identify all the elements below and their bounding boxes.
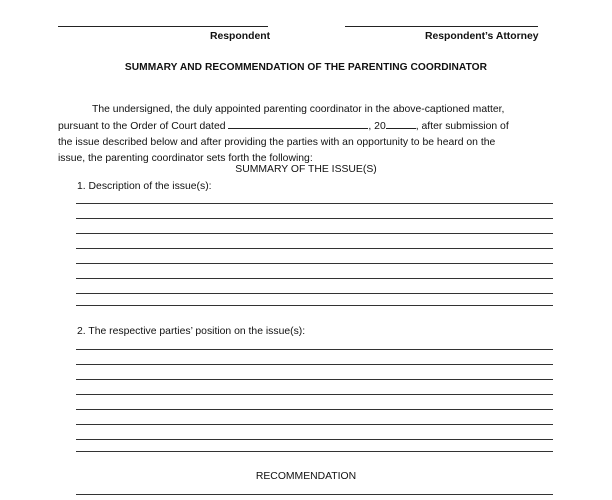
order-date-blank[interactable] xyxy=(228,118,368,129)
answer-line[interactable] xyxy=(76,394,553,395)
question-1-label: 1. Description of the issue(s): xyxy=(77,181,212,192)
answer-line[interactable] xyxy=(76,424,553,425)
answer-line[interactable] xyxy=(76,248,553,249)
after-submission-text: , after submission of xyxy=(415,121,509,132)
year-blank[interactable] xyxy=(386,118,416,129)
question-2-label: 2. The respective parties’ position on the issue(s): xyxy=(77,326,306,337)
answer-line[interactable] xyxy=(76,203,553,204)
attorney-signature-line[interactable] xyxy=(345,26,538,27)
answer-line[interactable] xyxy=(76,233,553,234)
answer-line[interactable] xyxy=(76,364,553,365)
order-dated-text: pursuant to the Order of Court dated xyxy=(58,121,226,132)
intro-line-4: issue, the parenting coordinator sets forth the following: xyxy=(58,153,313,164)
recommendation-heading: RECOMMENDATION xyxy=(255,471,357,482)
year-prefix-text: , 20 xyxy=(368,121,386,132)
answer-line[interactable] xyxy=(76,263,553,264)
answer-line[interactable] xyxy=(76,379,553,380)
intro-line-3: the issue described below and after providing the parties with an opportunity to be heard on the xyxy=(58,137,496,148)
document-title: SUMMARY AND RECOMMENDATION OF THE PARENTING COORDINATOR xyxy=(124,62,488,73)
answer-line[interactable] xyxy=(76,409,553,410)
intro-paragraph xyxy=(58,102,554,167)
respondent-label: Respondent xyxy=(210,31,271,42)
answer-line[interactable] xyxy=(76,439,553,440)
answer-line[interactable] xyxy=(76,278,553,279)
intro-line-1: The undersigned, the duly appointed parenting coordinator in the above-captioned matter, xyxy=(92,104,505,115)
answer-line[interactable] xyxy=(76,305,553,306)
respondent-signature-line[interactable] xyxy=(58,26,268,27)
answer-line[interactable] xyxy=(76,349,553,350)
answer-line[interactable] xyxy=(76,494,553,495)
answer-line[interactable] xyxy=(76,293,553,294)
answer-line[interactable] xyxy=(76,451,553,452)
answer-line[interactable] xyxy=(76,218,553,219)
intro-line-2 xyxy=(58,118,554,135)
respondents-attorney-label: Respondent’s Attorney xyxy=(425,31,539,42)
summary-heading: SUMMARY OF THE ISSUE(S) xyxy=(235,164,377,175)
